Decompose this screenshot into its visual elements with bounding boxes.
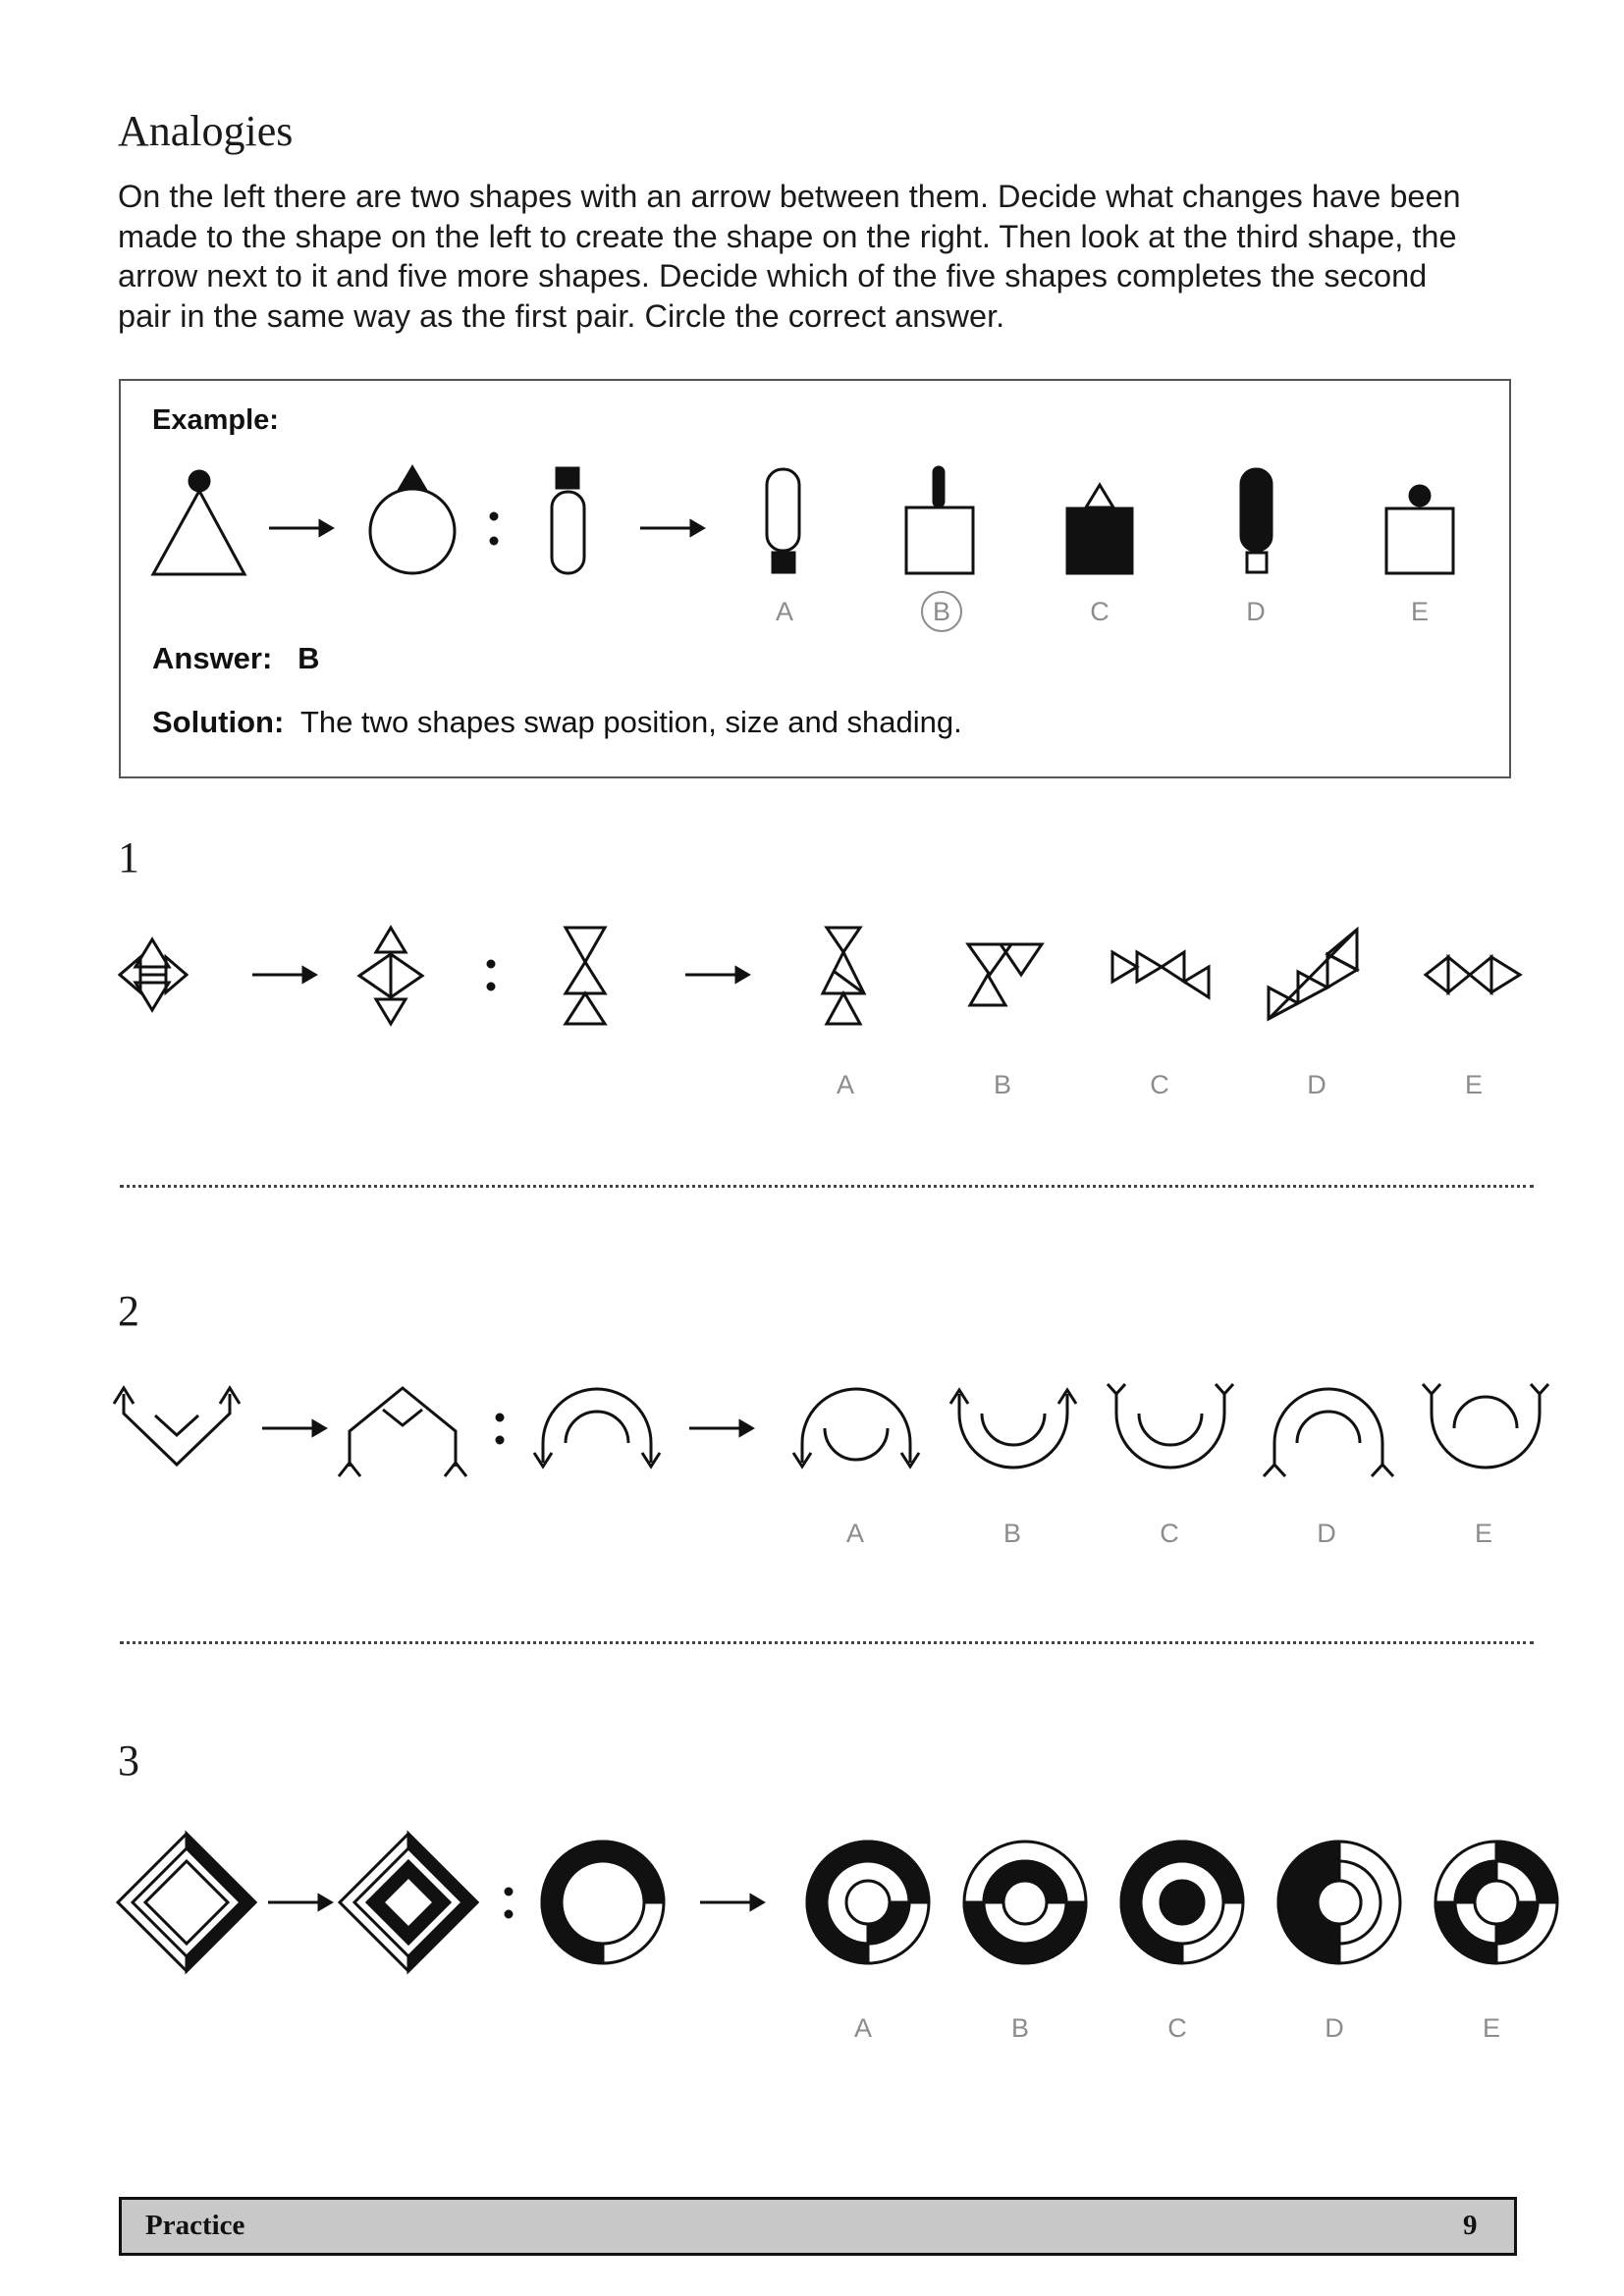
q3-colon xyxy=(506,1889,512,1917)
example-option-label: A xyxy=(775,597,793,626)
page-title: Analogies xyxy=(118,107,294,155)
solution-text: The two shapes swap position, size and shading. xyxy=(299,705,962,739)
instructions-line: arrow next to it and five more shapes. Decide which of the five shapes completes the second xyxy=(118,258,1428,294)
q3-option-label: D xyxy=(1325,2013,1344,2043)
question-number: 1 xyxy=(118,833,139,881)
q2-option-label: B xyxy=(1002,1519,1021,1548)
q2-option-label: C xyxy=(1160,1519,1179,1548)
q3-shape-2 xyxy=(340,1834,477,1971)
q3-shape-1 xyxy=(118,1834,255,1971)
question-number: 2 xyxy=(118,1287,139,1335)
q3-option-d xyxy=(1278,1842,1400,1963)
q3-option-b xyxy=(964,1842,1086,1963)
q2-option-label: E xyxy=(1474,1519,1492,1548)
example-option-label: B xyxy=(932,597,950,626)
q3-arrow-1 xyxy=(268,1896,331,1909)
q3-option-label: C xyxy=(1167,2013,1187,2043)
instructions-line: On the left there are two shapes with an arrow between them. Decide what changes have been xyxy=(118,179,1461,214)
q3-option-label: E xyxy=(1482,2013,1500,2043)
instructions-line: pair in the same way as the first pair. Circle the correct answer. xyxy=(118,297,1005,334)
q1-option-label: C xyxy=(1150,1070,1169,1099)
q3-option-e xyxy=(1435,1842,1557,1963)
page-number: 9 xyxy=(1463,2210,1478,2241)
example-option-label: D xyxy=(1246,597,1266,626)
q3-arrow-2 xyxy=(700,1896,763,1909)
example-label: Example: xyxy=(152,404,279,436)
q3-option-a xyxy=(807,1842,929,1963)
q3-option-label: B xyxy=(1010,2013,1029,2043)
solution-label: Solution: xyxy=(152,705,285,739)
example-option-label: C xyxy=(1090,597,1110,626)
q3-shape-3 xyxy=(542,1842,664,1963)
q2-option-label: A xyxy=(845,1519,864,1548)
q2-option-label: D xyxy=(1317,1519,1336,1548)
answer-value: B xyxy=(298,641,320,675)
example-option-label: E xyxy=(1410,597,1429,626)
footer-bar xyxy=(119,2197,1517,2256)
q1-option-label: D xyxy=(1307,1070,1326,1099)
footer-section: Practice xyxy=(145,2210,245,2241)
q3-option-c xyxy=(1121,1842,1243,1963)
q3-option-label: A xyxy=(853,2013,872,2043)
q1-option-label: E xyxy=(1464,1070,1483,1099)
question-number: 3 xyxy=(118,1736,139,1785)
q1-option-label: A xyxy=(836,1070,854,1099)
q1-option-label: B xyxy=(993,1070,1011,1099)
answer-label: Answer: xyxy=(152,641,273,675)
instructions-line: made to the shape on the left to create the shape on the right. Then look at the third shape, the xyxy=(118,218,1457,254)
